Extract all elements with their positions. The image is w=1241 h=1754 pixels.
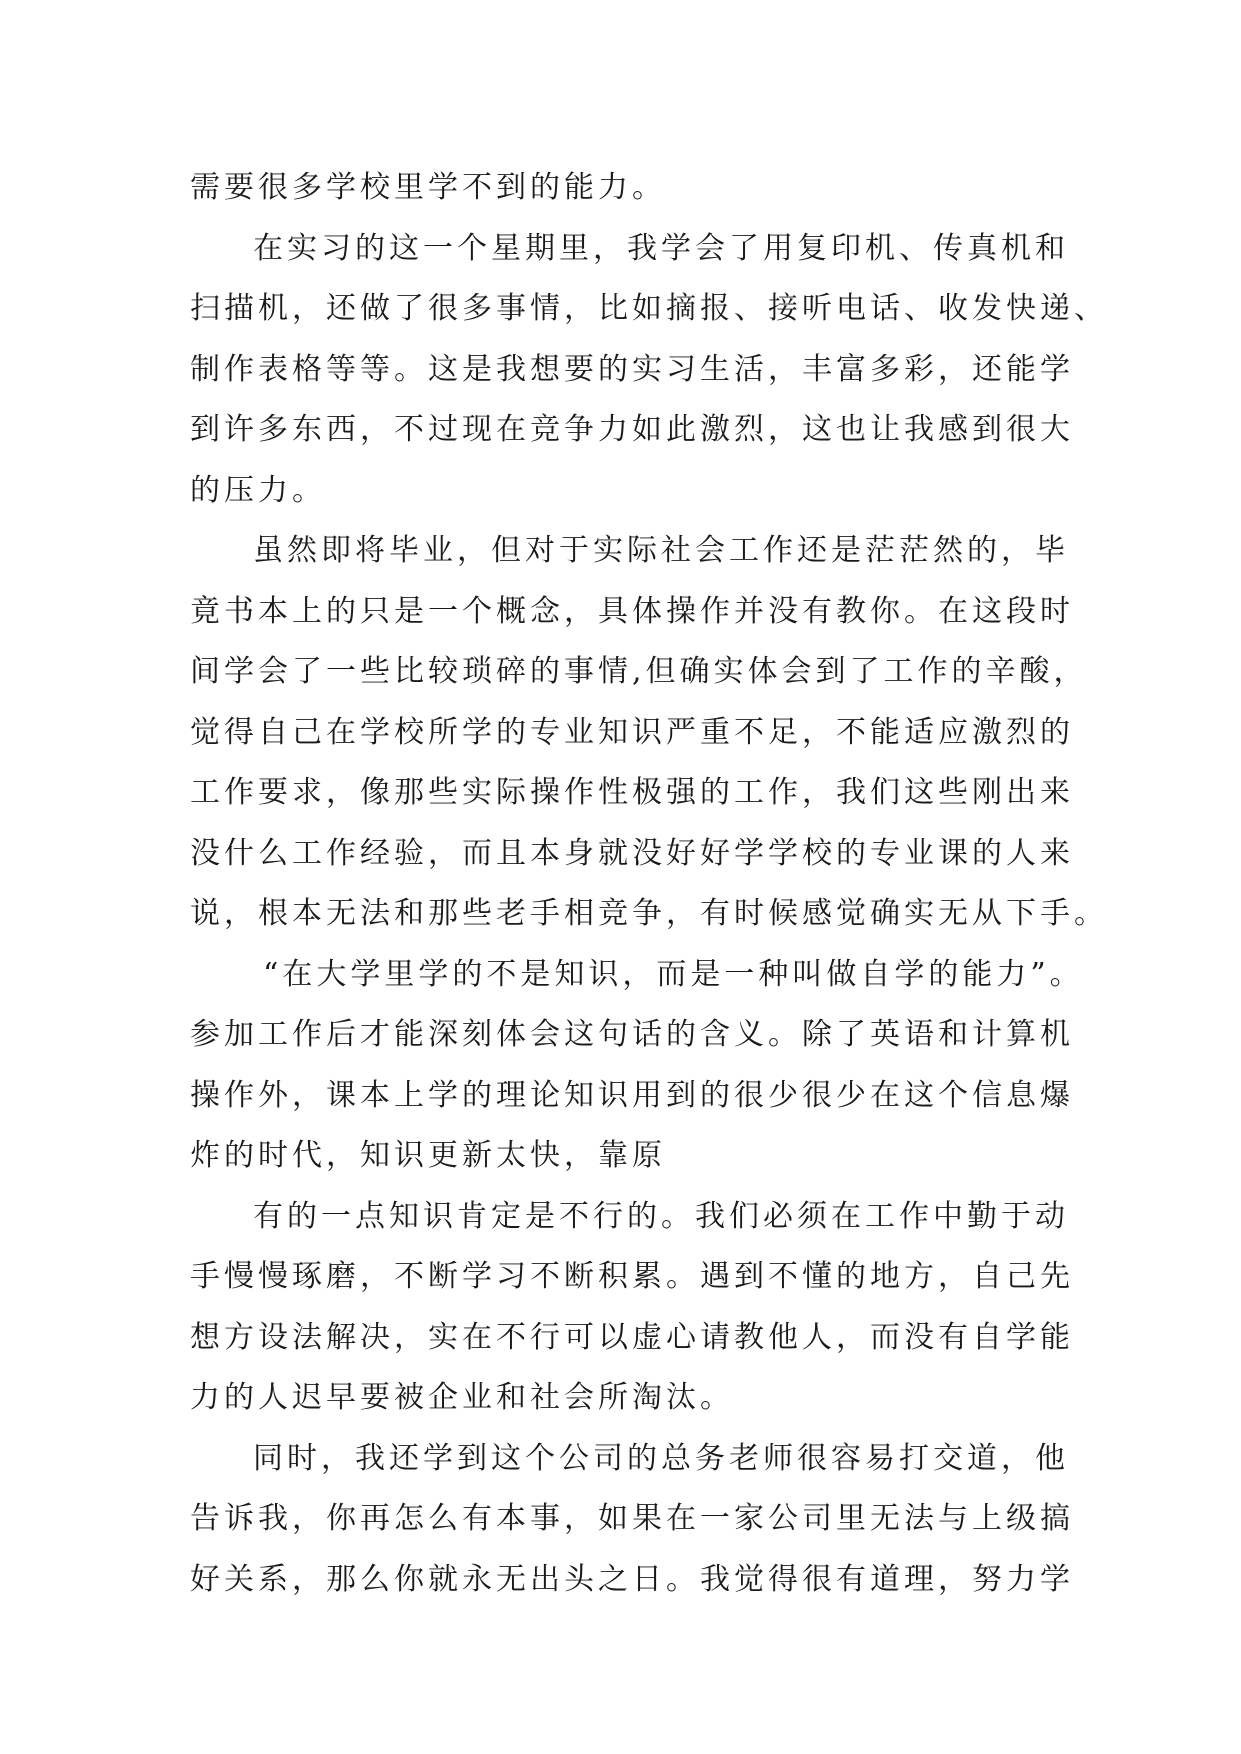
text-line: 工作要求，像那些实际操作性极强的工作，我们这些刚出来 [190, 775, 1074, 810]
text-line: 想方设法解决，实在不行可以虚心请教他人，而没有自学能 [190, 1319, 1074, 1355]
text-line: 炸的时代，知识更新太快，靠原 [190, 1138, 666, 1173]
text-line: 有的一点知识肯定是不行的。我们必须在工作中勤于动 [253, 1198, 1069, 1234]
text-line: 竟书本上的只是一个概念，具体操作并没有教你。在这段时 [190, 593, 1074, 629]
body-text [190, 158, 1108, 1610]
text-line: 参加工作后才能深刻体会这句话的含义。除了英语和计算机 [190, 1017, 1074, 1052]
text-line: 同时，我还学到这个公司的总务老师很容易打交道，他 [253, 1440, 1069, 1476]
text-line: 说，根本无法和那些老手相竞争，有时候感觉确实无从下手。 [190, 896, 1108, 931]
text-line: 操作外，课本上学的理论知识用到的很少很少在这个信息爆 [190, 1077, 1074, 1113]
text-line: 到许多东西，不过现在竞争力如此激烈，这也让我感到很大 [190, 412, 1074, 447]
text-line: 没什么工作经验，而且本身就没好好学学校的专业课的人来 [190, 835, 1074, 871]
text-line: 在实习的这一个星期里，我学会了用复印机、传真机和 [253, 230, 1069, 266]
text-line: 告诉我，你再怎么有本事，如果在一家公司里无法与上级搞 [190, 1501, 1074, 1536]
text-line: 力的人迟早要被企业和社会所淘汰。 [190, 1380, 734, 1415]
text-line: 手慢慢琢磨，不断学习不断积累。遇到不懂的地方，自己先 [190, 1259, 1074, 1294]
text-line: 制作表格等等。这是我想要的实习生活，丰富多彩，还能学 [190, 351, 1074, 387]
text-line: 间学会了一些比较琐碎的事情,但确实体会到了工作的辛酸， [190, 654, 1088, 689]
text-line: 扫描机，还做了很多事情，比如摘报、接听电话、收发快递、 [190, 291, 1108, 326]
text-line: 好关系，那么你就永无出头之日。我觉得很有道理，努力学 [190, 1561, 1074, 1597]
text-line: 的压力。 [190, 472, 326, 508]
text-line: “在大学里学的不是知识，而是一种叫做自学的能力”。 [263, 956, 1084, 992]
text-line: 觉得自己在学校所学的专业知识严重不足，不能适应激烈的 [190, 714, 1074, 750]
text-line: 需要很多学校里学不到的能力。 [190, 170, 666, 205]
text-line: 虽然即将毕业，但对于实际社会工作还是茫茫然的，毕 [253, 533, 1069, 568]
